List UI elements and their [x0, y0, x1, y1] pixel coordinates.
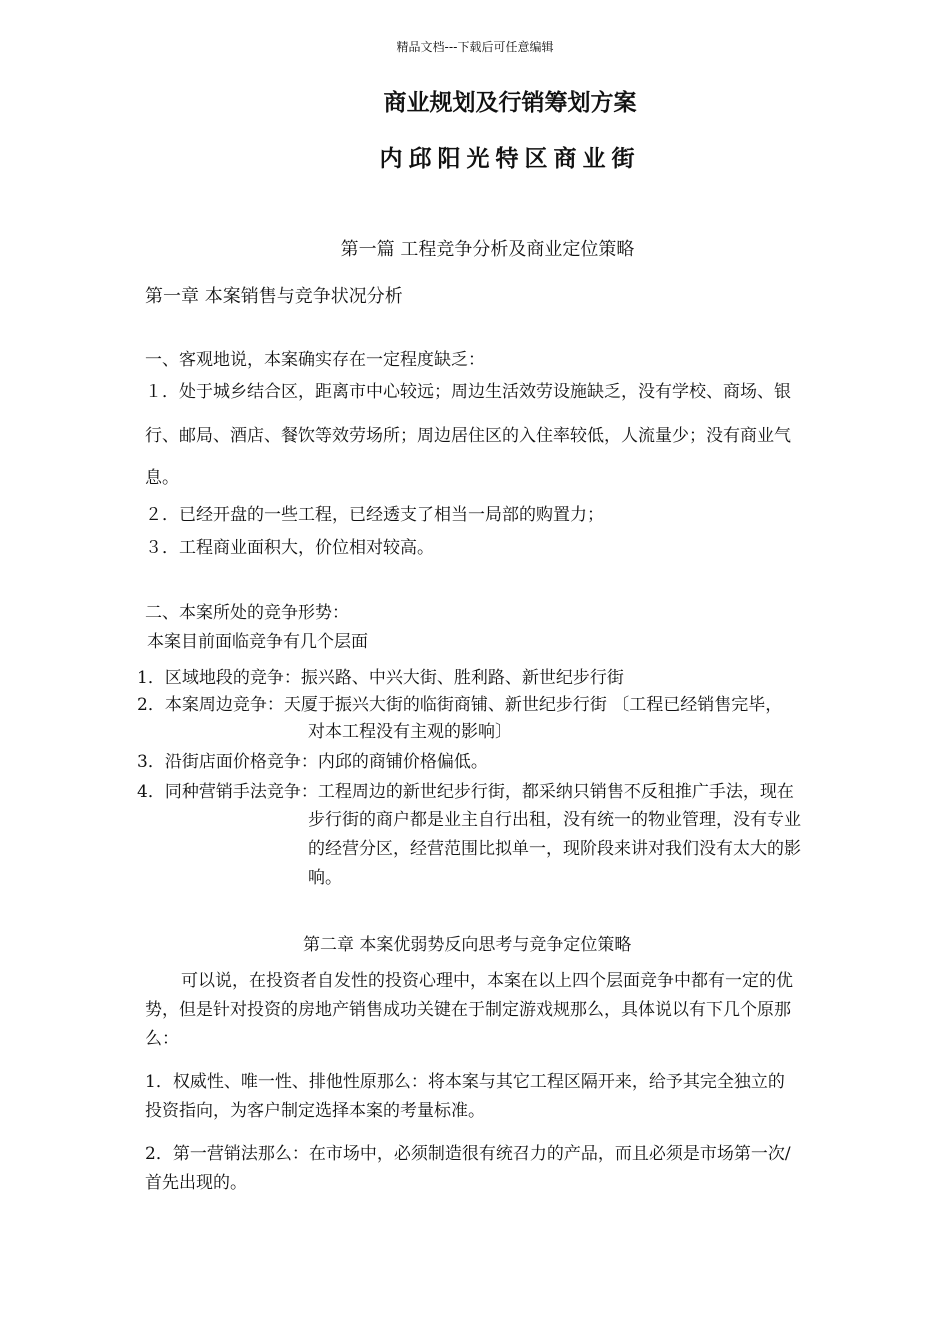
- section2-item4-line4: 响。: [308, 868, 342, 888]
- section1-item1-line1: １．处于城乡结合区，距离市中心较远；周边生活效劳设施缺乏，没有学校、商场、银: [145, 382, 791, 402]
- section1-item1-line3: 息。: [145, 468, 179, 488]
- section1-item3: ３．工程商业面积大，价位相对较高。: [145, 538, 434, 558]
- section2-item3: 3．沿街店面价格竞争：内邱的商铺价格偏低。: [137, 752, 488, 772]
- section2-intro: 本案目前面临竞争有几个层面: [147, 632, 368, 652]
- section1-heading: 一、客观地说，本案确实存在一定程度缺乏：: [145, 350, 485, 370]
- section2-item4-line3: 的经营分区，经营范围比拟单一，现阶段来讲对我们没有太大的影: [308, 839, 801, 859]
- chapter2-para-line1: 可以说，在投资者自发性的投资心理中，本案在以上四个层面竞争中都有一定的优: [181, 971, 793, 991]
- document-subtitle: 内邱阳光特区商业街: [379, 145, 641, 172]
- rule1-line1: 1．权威性、唯一性、排他性原那么：将本案与其它工程区隔开来，给予其完全独立的: [145, 1072, 785, 1092]
- section1-item1-line2: 行、邮局、酒店、餐饮等效劳场所；周边居住区的入住率较低，人流量少；没有商业气: [145, 426, 791, 446]
- section1-item2: ２．已经开盘的一些工程，已经透支了相当一局部的购置力；: [145, 505, 604, 525]
- section2-item1: 1．区域地段的竞争：振兴路、中兴大街、胜利路、新世纪步行街: [137, 668, 624, 688]
- document-title: 商业规划及行销筹划方案: [383, 89, 637, 116]
- rule2-line2: 首先出现的。: [145, 1173, 247, 1193]
- page-header: 精品文档---下载后可任意编辑: [396, 40, 554, 54]
- section2-item2-line1: 2．本案周边竞争：天厦于振兴大街的临街商铺、新世纪步行街 〔工程已经销售完毕，: [137, 695, 783, 715]
- section2-item4-line1: 4．同种营销手法竞争：工程周边的新世纪步行街，都采纳只销售不反租推广手法，现在: [137, 782, 794, 802]
- chapter2-title: 第二章 本案优弱势反向思考与竞争定位策略: [303, 935, 632, 955]
- rule2-line1: 2．第一营销法那么：在市场中，必须制造很有统召力的产品，而且必须是市场第一次/: [145, 1144, 791, 1164]
- rule1-line2: 投资指向，为客户制定选择本案的考量标准。: [145, 1101, 485, 1121]
- section2-heading: 二、本案所处的竞争形势：: [145, 603, 349, 623]
- chapter2-para-line3: 么：: [145, 1029, 179, 1049]
- part-title: 第一篇 工程竞争分析及商业定位策略: [340, 239, 635, 260]
- section2-item2-line2: 对本工程没有主观的影响〕: [308, 722, 512, 742]
- chapter2-para-line2: 势，但是针对投资的房地产销售成功关键在于制定游戏规那么，具体说以有下几个原那: [145, 1000, 791, 1020]
- section2-item4-line2: 步行街的商户都是业主自行出租，没有统一的物业管理，没有专业: [308, 810, 801, 830]
- chapter1-title: 第一章 本案销售与竞争状况分析: [145, 286, 403, 307]
